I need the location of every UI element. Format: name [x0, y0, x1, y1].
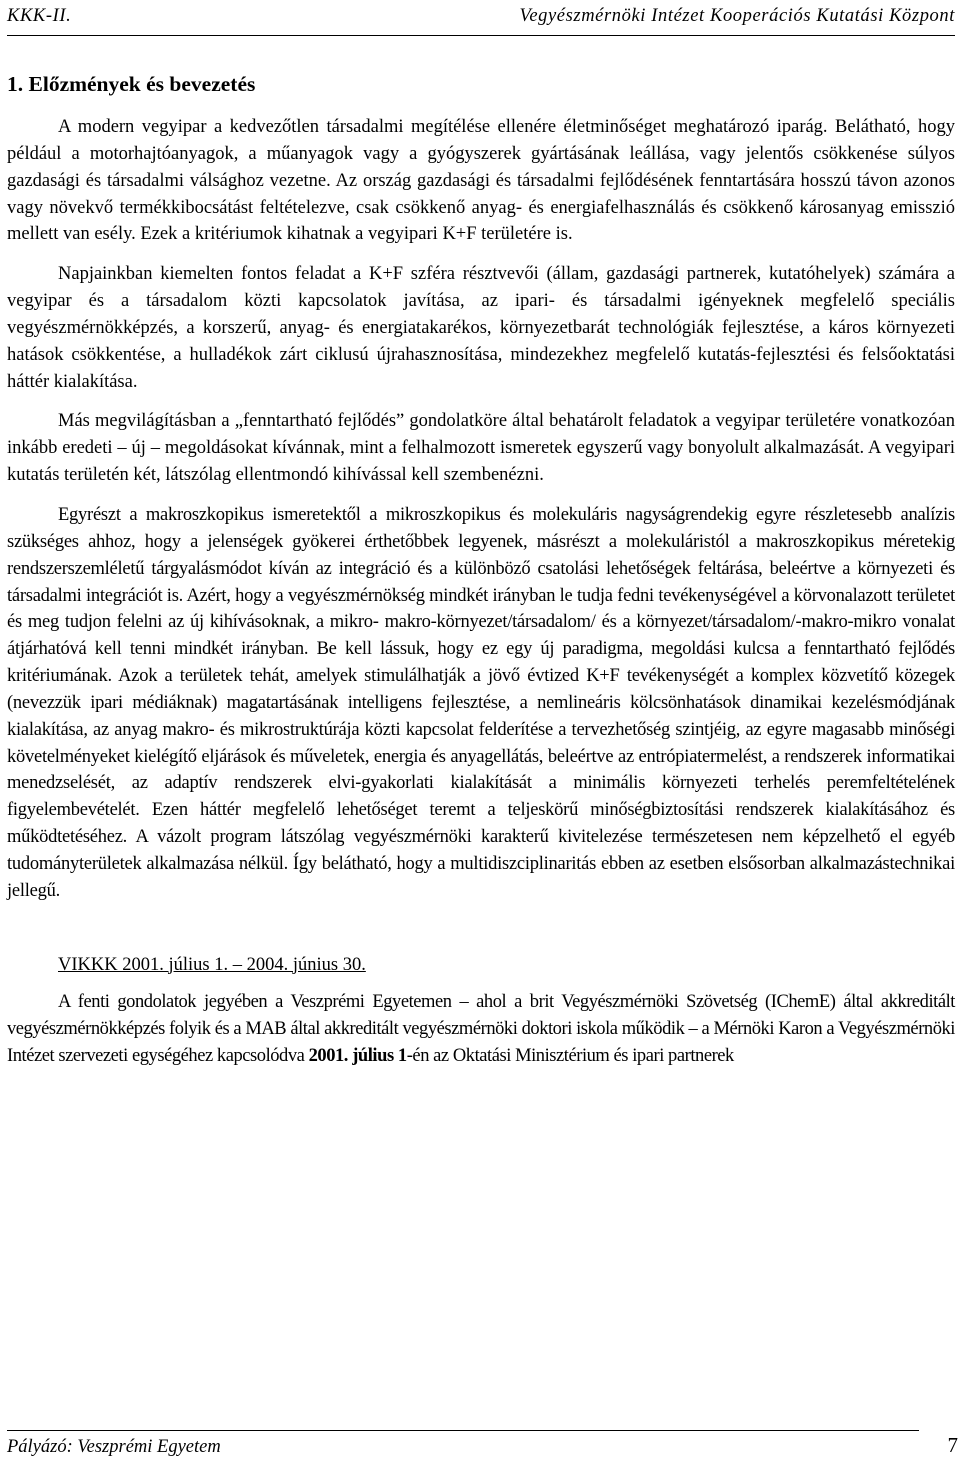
paragraph-4: Egyrészt a makroszkopikus ismeretektől a mikroszkopikus és molekuláris nagyságrendekig egyre részletesebb analízis szükséges ahhoz, hogy a jelenségek gyökerei érthetőbbek legyenek, másrészt a molekuláristól a makroszkopikus méretekig rendszerszemléletű tárgyalásmódot kíván az integráció és a különböző csatolási lehetőségek feltárása, beleértve a környezeti és társadalmi integrációt is. Azért, hogy a vegyészmérnökség mindkét irányban le tudja fedni tevékenységével a körvonalazott területet és meg tudjon felelni az új kihívásoknak, a mikro- makro-környezet/társadalom/ és a környezet/társadalom/-makro-mikro vonalat átjárhatóvá kell tenni mindkét irányban. Be kell lássuk, hogy ez egy új paradigma, megoldási kulcsa a fenntartható fejlődés kritériumának. Azok a területek tehát, amelyek stimulálhatják a jövő évtized K+F tevékenységét a komplex közvetítő közegek (nevezzük ipari médiáknak) magatartásának intelligens fejlesztése, a nemlineáris kölcsönhatások dinamikai kezelésmódjának kialakítása, az anyag makro- és mikrostruktúrája közti kapcsolat felderítése a tervezhetőség szintjéig, az egyre magasabb minőségi követelményeket kielégítő eljárások és műveletek, energia és anyagellátás, beleértve az entrópiatermelést, a rendszerek informatikai menedzselését, az adaptív rendszerek elvi-gyakorlati kialakítását a minimális környezeti terhelés peremfeltételének figyelembevételét. Ezen háttér megfelelő lehetőséget teremt a teljeskörű minőségbiztosítási rendszerek kialakításához és működtetéséhez. A vázolt program látszólag vegyészmérnöki karakterű kivitelezése természetesen nem képzelhető el egyéb tudományterületek alkalmazása nélkül. Így belátható, hogy a multidiszciplinaritás ebben az esetben elsősorban alkalmazástechnikai jellegű.: [7, 504, 955, 901]
vikkk-bold-year: 2001.: [308, 1046, 348, 1067]
vikkk-text-end: -én az Oktatási Minisztérium és ipari partnerek: [406, 1046, 734, 1067]
vikkk-heading: [7, 952, 955, 979]
section-title: 1. Előzmények és bevezetés: [7, 72, 256, 96]
vikkk-heading-text: VIKKK 2001. július 1. – 2004. június 30.: [58, 954, 366, 975]
page-footer: [7, 1433, 958, 1458]
document-page: [7, 0, 958, 1460]
page-header: [7, 6, 955, 32]
header-divider: [7, 35, 955, 36]
vikkk-bold-day: 1: [397, 1046, 407, 1067]
page-number: 7: [947, 1433, 958, 1457]
footer-divider: [7, 1430, 919, 1431]
header-left-text: KKK-II.: [7, 6, 72, 26]
paragraph-1: A modern vegyipar a kedvezőtlen társadalmi megítélése ellenére életminőséget meghatározó iparág. Belátható, hogy például a motorhajtóanyagok, a műanyagok vagy a gyógyszerek gyártásának leállása, vagy jelentős csökkenése súlyos gazdasági és társadalmi válsághoz vezetne. Az ország gazdasági és társadalmi fejlődésének fenntartására hosszú távon azonos vagy növekvő termékkibocsátást feltételezve, csak csökkenő anyag- és energiafelhasználás és csökkenő károsanyag emisszió mellett van esély. Ezek a kritériumok kihatnak a vegyipari K+F területére is.: [7, 117, 955, 245]
vikkk-bold-month: július: [352, 1046, 394, 1067]
body-text: [7, 114, 955, 1083]
header-right-text: Vegyészmérnöki Intézet Kooperációs Kutatási Központ: [519, 6, 955, 26]
vikkk-paragraph: [7, 989, 955, 1070]
footer-applicant: Pályázó: Veszprémi Egyetem: [7, 1437, 221, 1457]
vikkk-text-start: A fenti gondolatok jegyében a Veszprémi Egyetemen – ahol a brit Vegyészmérnöki Szövetség (IChemE) által akkreditált vegyészmérnökképzés folyik és a MAB által akkreditált vegyészmérnöki doktori iskola működik – a Mérnöki Karon a Vegyészmérnöki Intézet szervezeti egységéhez kapcsolódva: [7, 992, 955, 1067]
paragraph-3: Más megvilágításban a „fenntartható fejlődés” gondolatköre által behatárolt feladatok a vegyipar területére vonatkozóan inkább eredeti – új – megoldásokat kívánnak, mint a felhalmozott ismeretek egyszerű vagy bonyolult alkalmazását. A vegyipari kutatás területén két, látszólag ellentmondó kihívással kell szembenézni.: [7, 411, 955, 486]
paragraph-2: Napjainkban kiemelten fontos feladat a K+F szféra résztvevői (állam, gazdasági partnerek, kutatóhelyek) számára a vegyipar és a társadalom közti kapcsolatok javítása, az ipari- és társadalmi igényeknek megfelelő speciális vegyészmérnökképzés, a korszerű, anyag- és energiatakarékos, környezetbarát technológiák fejlesztése, a káros környezeti hatások csökkentése, a hulladékok zárt ciklusú újrahasznosítása, mindezekhez megfelelő kutatás-fejlesztési és felsőoktatási háttér kialakítása.: [7, 264, 955, 392]
